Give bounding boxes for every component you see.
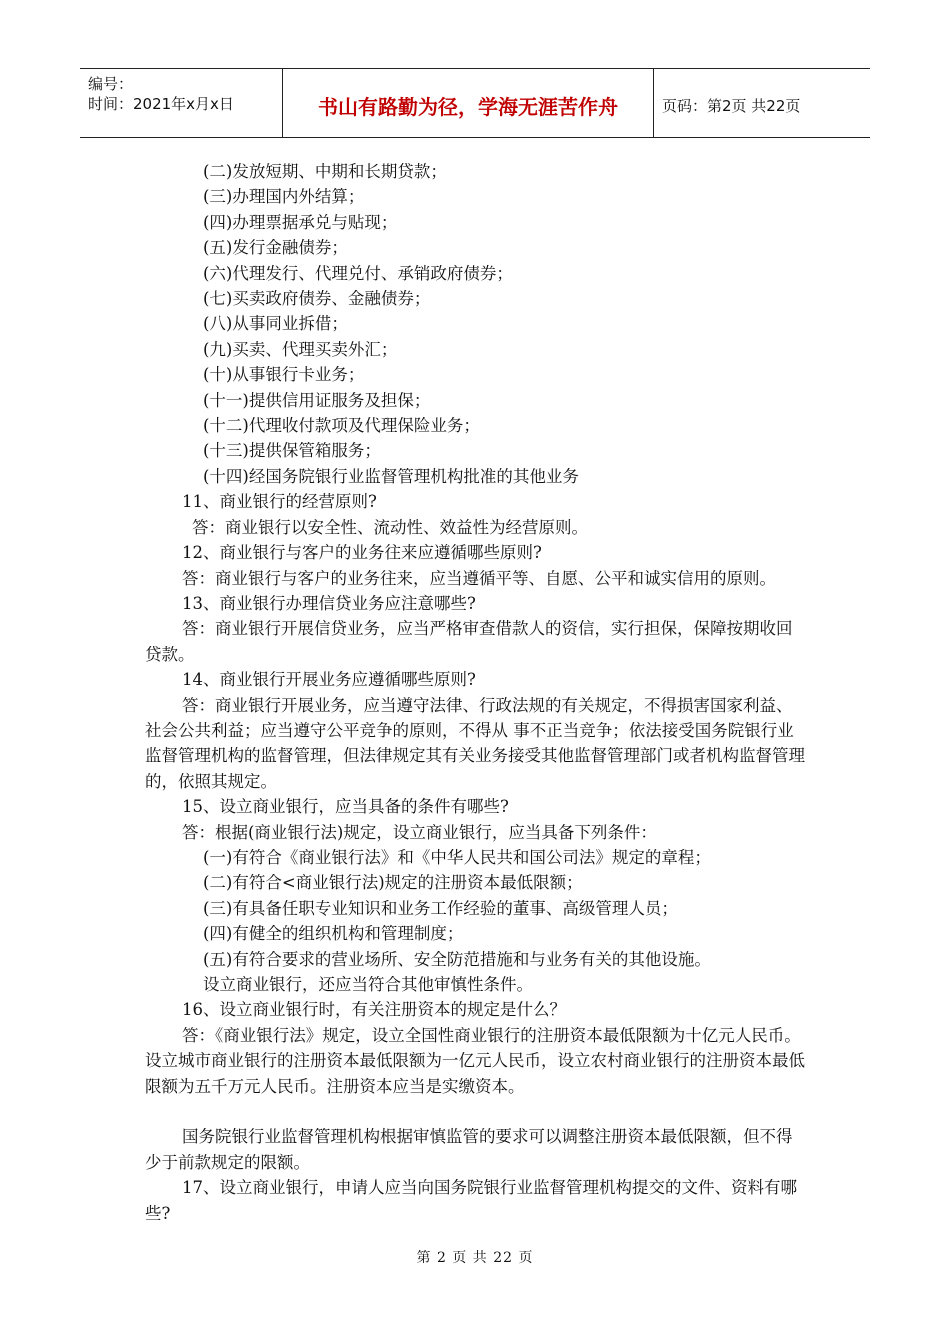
list-item: (七)买卖政府债券、金融债券； (203, 289, 431, 309)
question-11: 11、商业银行的经营原则? (182, 492, 377, 512)
header-page-number: 页码：第2页 共22页 (662, 97, 801, 115)
list-item: (十)从事银行卡业务； (203, 365, 365, 385)
list-item: (三)有具备任职专业知识和业务工作经验的董事、高级管理人员； (203, 898, 678, 918)
question-15: 15、设立商业银行，应当具备的条件有哪些? (182, 797, 509, 817)
list-item: (四)办理票据承兑与贴现； (203, 212, 398, 232)
answer-13: 答：商业银行开展信贷业务，应当严格审查借款人的资信，实行担保，保障按期收回贷款。 (145, 619, 793, 664)
list-item: (二)有符合<商业银行法)规定的注册资本最低限额； (203, 873, 583, 893)
page-header (80, 68, 870, 138)
list-item: (八)从事同业拆借； (203, 314, 348, 334)
list-item: (十二)代理收付款项及代理保险业务； (203, 416, 480, 436)
answer-12: 答：商业银行与客户的业务往来，应当遵循平等、自愿、公平和诚实信用的原则。 (182, 568, 776, 588)
document-date: 时间：2021年x月x日 (88, 95, 234, 113)
answer-15: 答：根据(商业银行法)规定，设立商业银行，应当具备下列条件： (182, 822, 657, 842)
list-item: (二)发放短期、中期和长期贷款； (203, 162, 447, 181)
header-meta-cell (80, 69, 283, 137)
list-item: (十三)提供保管箱服务； (203, 441, 381, 461)
document-body (145, 159, 805, 1226)
list-item: (十一)提供信用证服务及担保； (203, 390, 431, 410)
list-item: (三)办理国内外结算； (203, 187, 365, 207)
header-motto: 书山有路勤为径，学海无涯苦作舟 (318, 95, 618, 119)
question-13: 13、商业银行办理信贷业务应注意哪些? (182, 593, 476, 613)
header-motto-cell (283, 69, 654, 137)
capital-adjustment-paragraph: 国务院银行业监督管理机构根据审慎监管的要求可以调整注册资本最低限额，但不得少于前款规定的限额。 (145, 1127, 793, 1172)
question-16: 16、设立商业银行时，有关注册资本的规定是什么？ (182, 1000, 566, 1020)
question-17: 17、设立商业银行，申请人应当向国务院银行业监督管理机构提交的文件、资料有哪些? (145, 1178, 797, 1223)
page-footer: 第 2 页 共 22 页 (416, 1250, 534, 1266)
list-item: (九)买卖、代理买卖外汇； (203, 339, 398, 359)
answer-14: 答：商业银行开展业务，应当遵守法律、行政法规的有关规定，不得损害国家利益、社会公共利益；应当遵守公平竞争的原则，不得从 事不正当竞争；依法接受国务院银行业监督管理机构的监督管理，但法律规定其有关业务接受其他监督管理部门或者机构监督管理的，依照其规定。 (145, 695, 805, 791)
list-item: (一)有符合《商业银行法》和《中华人民共和国公司法》规定的章程； (203, 847, 711, 867)
list-item: (十四)经国务院银行业监督管理机构批准的其他业务 (203, 466, 579, 486)
list-item: (五)有符合要求的营业场所、安全防范措施和与业务有关的其他设施。 (203, 949, 711, 969)
list-item: (五)发行金融债券； (203, 238, 348, 258)
paragraph-gap (145, 1099, 805, 1124)
question-12: 12、商业银行与客户的业务往来应遵循哪些原则? (182, 543, 542, 563)
list-item: (四)有健全的组织机构和管理制度； (203, 924, 464, 944)
condition-note: 设立商业银行，还应当符合其他审慎性条件。 (203, 975, 533, 994)
answer-11: 答：商业银行以安全性、流动性、效益性为经营原则。 (192, 517, 588, 537)
answer-16: 答：《商业银行法》规定，设立全国性商业银行的注册资本最低限额为十亿元人民币。设立城市商业银行的注册资本最低限额为一亿元人民币，设立农村商业银行的注册资本最低限额为五千万元人民币。注册资本应当是实缴资本。 (145, 1025, 805, 1096)
list-item: (六)代理发行、代理兑付、承销政府债券； (203, 263, 513, 283)
header-page-cell (654, 69, 870, 137)
document-number: 编号： (88, 75, 134, 93)
question-14: 14、商业银行开展业务应遵循哪些原则? (182, 670, 476, 690)
